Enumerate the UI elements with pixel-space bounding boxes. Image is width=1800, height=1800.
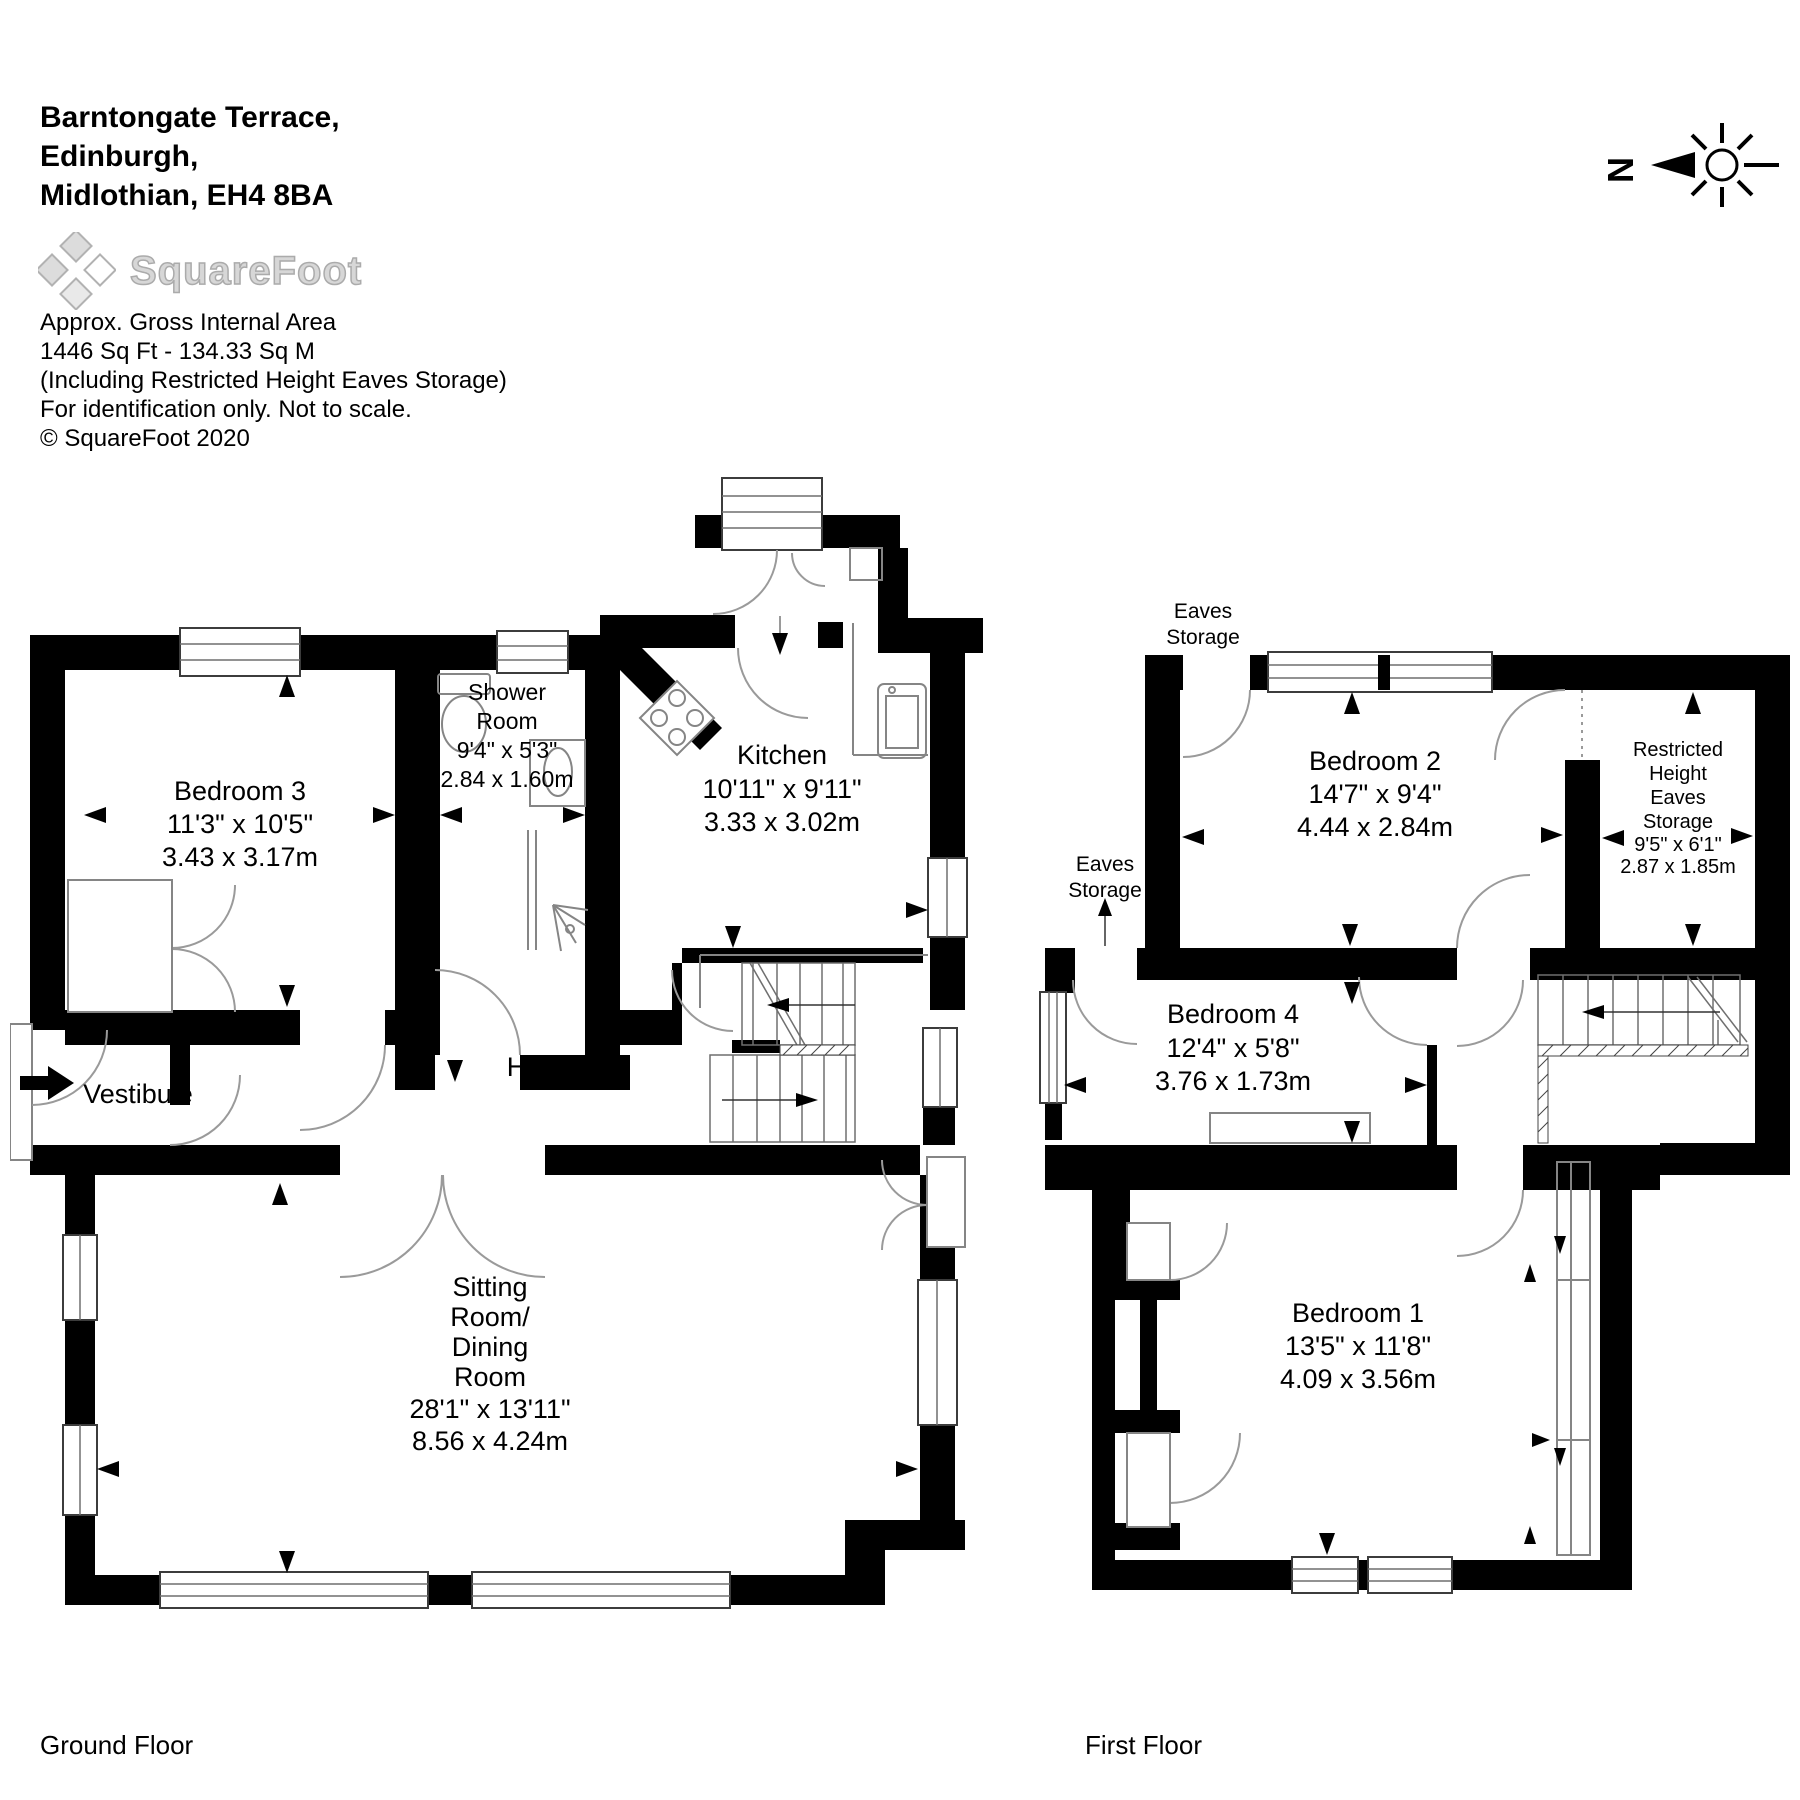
north-label: N — [1600, 157, 1641, 183]
squarefoot-logo — [38, 232, 362, 310]
staircase-ground — [710, 963, 855, 1142]
ground-floor-label: Ground Floor — [40, 1730, 194, 1760]
room-label-bedroom2 — [1297, 746, 1453, 842]
north-arrow — [1575, 95, 1800, 245]
svg-text:Shower: Shower — [468, 679, 546, 705]
first-floor-label: First Floor — [1085, 1730, 1202, 1760]
svg-text:Storage: Storage — [1166, 626, 1240, 649]
svg-text:4.44 x 2.84m: 4.44 x 2.84m — [1296, 812, 1454, 842]
svg-text:13'5" x 11'8": 13'5" x 11'8" — [1284, 1331, 1432, 1361]
svg-text:Sitting: Sitting — [452, 1272, 528, 1302]
svg-text:Dining: Dining — [451, 1332, 529, 1362]
svg-text:Storage: Storage — [1642, 811, 1714, 833]
ground-floor-labels — [83, 679, 861, 1456]
info-line: (Including Restricted Height Eaves Storage) — [40, 367, 507, 394]
squarefoot-logo-text: SquareFoot — [130, 248, 363, 293]
address-line: Midlothian, EH4 8BA — [40, 179, 334, 212]
area-info — [40, 308, 507, 453]
bedroom1-alcove-cupboard — [1127, 1223, 1170, 1280]
room-label-sitting — [409, 1272, 570, 1456]
svg-text:12'4" x 5'8": 12'4" x 5'8" — [1166, 1033, 1300, 1063]
north-arrow-head — [1651, 152, 1695, 178]
svg-text:3.43 x 3.17m: 3.43 x 3.17m — [161, 842, 319, 872]
info-line: © SquareFoot 2020 — [40, 425, 250, 452]
room-label-kitchen — [702, 740, 861, 837]
info-line: Approx. Gross Internal Area — [40, 309, 337, 336]
svg-text:8.56 x 4.24m: 8.56 x 4.24m — [411, 1426, 569, 1456]
porch-cupboard — [850, 548, 882, 580]
svg-text:28'1" x 13'11": 28'1" x 13'11" — [409, 1394, 571, 1424]
room-label-vestibule: Vestibule — [83, 1079, 193, 1109]
svg-text:9'5" x 6'1": 9'5" x 6'1" — [1634, 834, 1722, 856]
svg-text:Eaves: Eaves — [1075, 853, 1135, 876]
info-line: For identification only. Not to scale. — [40, 396, 412, 423]
ground-floor-plan — [10, 448, 1000, 1618]
first-floor-plan — [900, 580, 1800, 1680]
room-label-eaves-left — [1068, 853, 1142, 902]
svg-text:Storage: Storage — [1068, 879, 1142, 902]
room-label-eaves-top — [1166, 600, 1240, 649]
front-door-frame — [10, 1024, 32, 1160]
svg-text:4.09 x 3.56m: 4.09 x 3.56m — [1279, 1364, 1437, 1394]
svg-text:Room/: Room/ — [450, 1302, 530, 1332]
svg-text:2.84 x 1.60m: 2.84 x 1.60m — [440, 766, 574, 792]
svg-text:9'4" x 5'3": 9'4" x 5'3" — [456, 737, 558, 763]
svg-text:14'7" x 9'4": 14'7" x 9'4" — [1308, 779, 1442, 809]
address-line: Edinburgh, — [40, 140, 199, 173]
sun-icon — [1707, 150, 1737, 180]
bedroom4-furniture — [1210, 1113, 1370, 1143]
room-label-bedroom4 — [1155, 999, 1311, 1096]
svg-text:Room: Room — [453, 1362, 527, 1392]
staircase-first — [1538, 975, 1748, 1143]
room-label-bedroom3 — [162, 776, 318, 872]
svg-text:Bedroom 3: Bedroom 3 — [173, 776, 307, 806]
bedroom1-alcove-cupboard — [1127, 1433, 1170, 1527]
svg-text:3.76 x 1.73m: 3.76 x 1.73m — [1154, 1066, 1312, 1096]
svg-text:11'3" x 10'5": 11'3" x 10'5" — [166, 809, 314, 839]
info-line: 1446 Sq Ft - 134.33 Sq M — [40, 338, 315, 365]
squarefoot-logo-icon — [38, 232, 116, 310]
svg-text:Eaves: Eaves — [1173, 600, 1233, 623]
bedroom1-wardrobe — [1557, 1162, 1590, 1555]
property-address — [40, 98, 340, 215]
svg-text:2.87 x 1.85m: 2.87 x 1.85m — [1620, 856, 1736, 878]
bedroom3-cupboard — [68, 880, 172, 1012]
svg-text:Kitchen: Kitchen — [736, 740, 828, 770]
svg-text:Restricted: Restricted — [1632, 739, 1724, 761]
svg-text:3.33 x 3.02m: 3.33 x 3.02m — [703, 807, 861, 837]
svg-text:Eaves: Eaves — [1650, 787, 1706, 809]
svg-text:Bedroom 4: Bedroom 4 — [1166, 999, 1300, 1029]
svg-text:Bedroom 1: Bedroom 1 — [1291, 1298, 1425, 1328]
address-line: Barntongate Terrace, — [40, 101, 340, 134]
room-label-hall: Hall — [506, 1052, 554, 1082]
svg-text:Height: Height — [1649, 763, 1707, 785]
svg-text:Bedroom 2: Bedroom 2 — [1308, 746, 1442, 776]
svg-text:Room: Room — [476, 708, 538, 734]
room-label-restricted-eaves — [1620, 739, 1736, 878]
svg-text:10'11" x 9'11": 10'11" x 9'11" — [702, 774, 862, 804]
shower-icon — [528, 830, 588, 951]
room-label-bedroom1 — [1280, 1298, 1436, 1394]
